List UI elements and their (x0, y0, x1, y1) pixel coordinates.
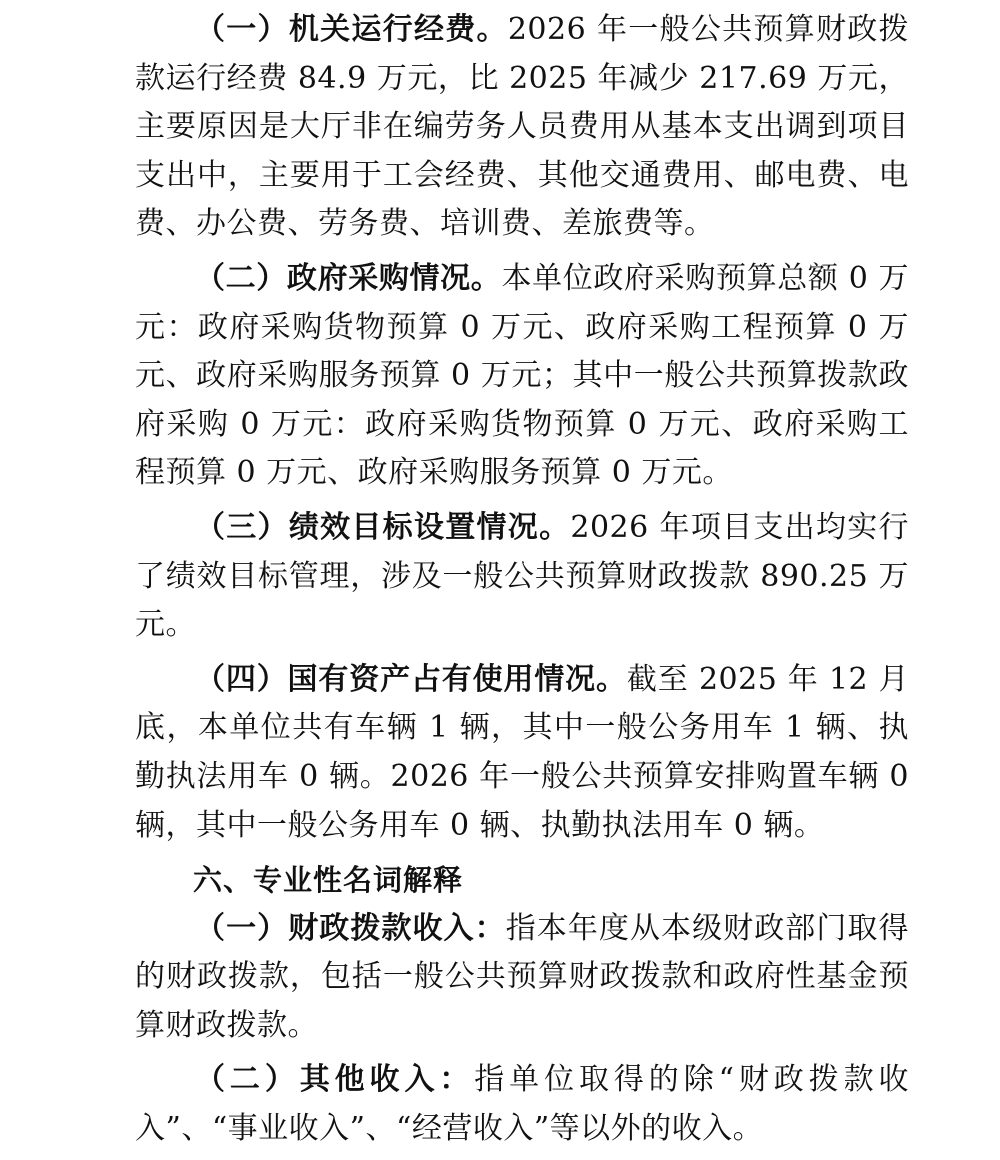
paragraph-body: 指本年度从本级财政部门取得的财政拨款，包括一般公共预算财政拨款和政府性基金预算财政拨款。 (135, 910, 910, 1043)
paragraph-lead: （一）机关运行经费。 (195, 12, 508, 47)
paragraph-government-procurement (135, 255, 909, 498)
paragraph-lead: （二）政府采购情况。 (195, 260, 502, 296)
definition-other-income (135, 1056, 909, 1153)
paragraph-body: 本单位政府采购预算总额 0 万元：政府采购货物预算 0 万元、政府采购工程预算 0 万元、政府采购服务预算 0 万元；其中一般公共预算拨款政府采购 0 万元：政府采购货物预算 0 万元、政府采购工程预算 0 万元、政府采购服务预算 0 万元。 (135, 260, 909, 491)
section-heading-terminology: 六、专业性名词解释 (193, 863, 464, 898)
document-page (135, 6, 909, 1160)
definition-fiscal-appropriation-income (135, 905, 909, 1051)
paragraph-lead: （一）财政拨款收入： (195, 910, 506, 946)
paragraph-body: 截至 2025 年 12 月底，本单位共有车辆 1 辆，其中一般公务用车 1 辆、执勤执法用车 0 辆。2026 年一般公共预算安排购置车辆 0 辆，其中一般公务用车 0 辆、执勤执法用车 0 辆。 (135, 661, 909, 843)
paragraph-body: 2026 年项目支出均实行了绩效目标管理，涉及一般公共预算财政拨款 890.25 万元。 (135, 509, 910, 643)
paragraph-lead: （二）其他收入： (195, 1062, 475, 1098)
paragraph-performance-targets (135, 504, 909, 650)
paragraph-state-owned-assets (135, 656, 909, 850)
paragraph-agency-operating-expense (135, 6, 909, 249)
paragraph-body: 指单位取得的除“财政拨款收入”、“事业收入”、“经营收入”等以外的收入。 (135, 1062, 909, 1147)
paragraph-lead: （四）国有资产占有使用情况。 (195, 661, 627, 697)
paragraph-body: 2026 年一般公共预算财政拨款运行经费 84.9 万元，比 2025 年减少 217.69 万元，主要原因是大厅非在编劳务人员费用从基本支出调到项目支出中，主要用于工会经费、其他交通费用、邮电费、电费、办公费、劳务费、培训费、差旅费等。 (135, 12, 910, 242)
paragraph-lead: （三）绩效目标设置情况。 (195, 509, 571, 545)
